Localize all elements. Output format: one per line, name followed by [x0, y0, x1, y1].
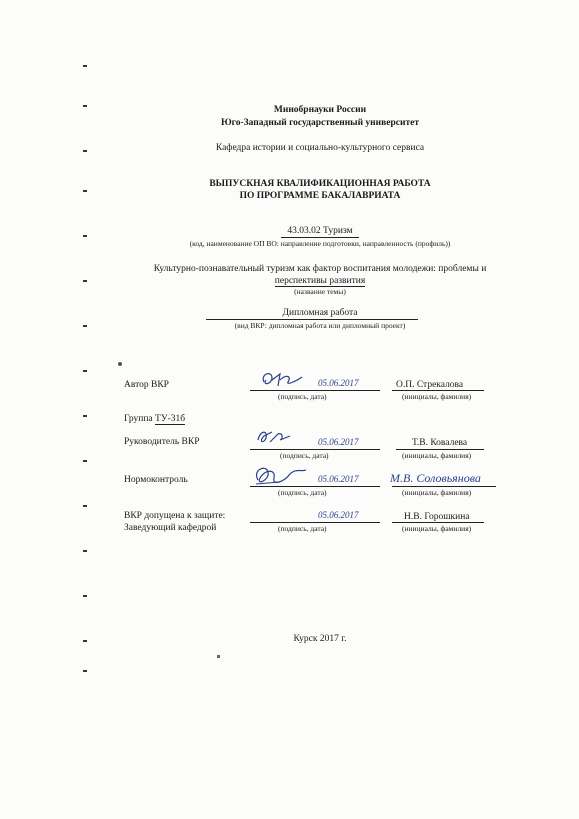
admission-sig-caption: (подпись, дата)	[278, 524, 327, 533]
work-type-underline	[206, 319, 418, 320]
topic-line2	[100, 275, 540, 287]
normcontrol-name: М.В. Соловьянова	[390, 471, 481, 485]
group-row	[124, 413, 185, 425]
admission-name-line	[392, 522, 484, 523]
supervisor-sig-line	[250, 449, 380, 450]
supervisor-name: Т.В. Ковалева	[412, 438, 468, 448]
author-label: Автор ВКР	[124, 380, 169, 390]
ink-speck	[217, 655, 220, 658]
normcontrol-name-line	[392, 486, 496, 487]
ministry-name: Минобрнауки России	[273, 105, 367, 115]
author-signature	[258, 368, 306, 392]
ink-dot	[118, 362, 122, 366]
author-sig-caption: (подпись, дата)	[278, 392, 327, 401]
author-name-caption: (инициалы, фамилия)	[402, 392, 472, 401]
supervisor-name-caption: (инициалы, фамилия)	[402, 451, 472, 460]
supervisor-signature	[254, 426, 294, 448]
city-year: Курск 2017 г.	[293, 634, 347, 644]
program-code-value: 43.03.02 Туризм	[281, 225, 358, 238]
program-caption: (код, наименование ОП ВО: направление подготовки, направленность (профиль))	[189, 239, 451, 248]
normcontrol-label: Нормоконтроль	[124, 475, 188, 485]
supervisor-sig-caption: (подпись, дата)	[280, 451, 329, 460]
topic-line1: Культурно-познавательный туризм как фактор воспитания молодежи: проблемы и	[153, 264, 487, 274]
work-type-caption: (вид ВКР: дипломная работа или дипломный проект)	[234, 321, 406, 330]
normcontrol-sig-line	[250, 486, 380, 487]
document-title-line2: ПО ПРОГРАММЕ БАКАЛАВРИАТА	[239, 191, 401, 201]
author-name: О.П. Стрекалова	[396, 380, 464, 390]
work-type-value: Дипломная работа	[282, 308, 358, 318]
admission-date: 05.06.2017	[318, 510, 359, 520]
normcontrol-sig-caption: (подпись, дата)	[278, 488, 327, 497]
group-value: ТУ-31б	[155, 414, 186, 424]
admission-sig-line	[250, 522, 380, 523]
admission-label: ВКР допущена к защите:	[124, 511, 226, 521]
supervisor-date: 05.06.2017	[318, 437, 359, 447]
admission-name: Н.В. Горошкина	[404, 512, 470, 522]
supervisor-name-line	[396, 449, 484, 450]
document-title-line1: ВЫПУСКНАЯ КВАЛИФИКАЦИОННАЯ РАБОТА	[209, 179, 431, 189]
department-name: Кафедра истории и социально-культурного сервиса	[215, 143, 425, 153]
program-code	[100, 225, 540, 238]
author-date: 05.06.2017	[318, 378, 359, 388]
supervisor-label: Руководитель ВКР	[124, 437, 200, 447]
normcontrol-name-caption: (инициалы, фамилия)	[402, 488, 472, 497]
university-name: Юго-Западный государственный университет	[220, 118, 419, 128]
author-sig-line	[250, 390, 380, 391]
admission-name-caption: (инициалы, фамилия)	[402, 524, 472, 533]
binding-edge-marks	[83, 40, 84, 680]
head-of-department-label: Заведующий кафедрой	[124, 523, 217, 533]
topic-caption: (название темы)	[294, 287, 346, 296]
group-label: Группа	[124, 414, 153, 424]
topic-line2-value: перспективы развития	[274, 276, 366, 286]
author-name-line	[392, 390, 484, 391]
normcontrol-date: 05.06.2017	[318, 474, 359, 484]
